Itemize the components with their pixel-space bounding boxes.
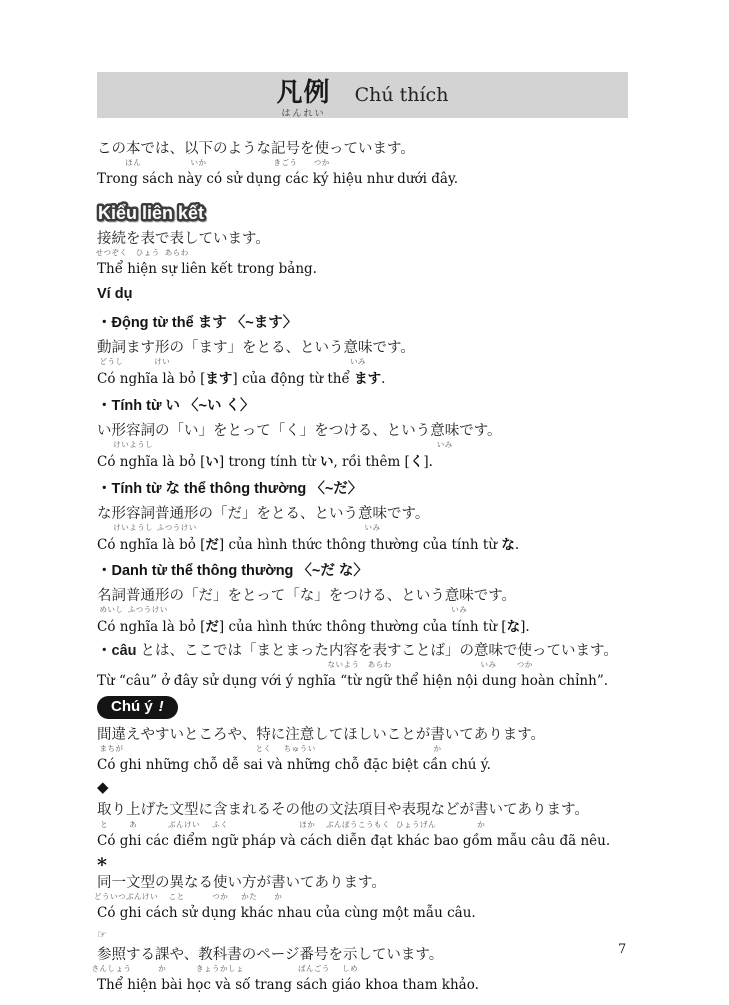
note-japanese: 参照 さんしょう する課 か や、教科書 きょうかしょ のページ番号 ばんごう を示 しめ しています。 [91,946,444,973]
note-japanese: 間違 まちが えやすいところや、特 とく に注意 ちゅうい してほしいことが書 か いてあります。 [97,726,546,753]
list-item [97,394,628,472]
item-heading: ・Tính từ な thể thông thường 〈~だ〉 [97,480,363,497]
pointing-hand-icon: ☞ [97,927,107,941]
chu-y-label: Chú ý [111,697,153,715]
item-japanese: 動詞 どうし ます形 けい の「ます」をとる、という意味 いみ です。 [97,340,415,367]
cau-japanese: ・câu とは、ここでは「まとまった内容 ないよう を表 あらわ すことば」の意味 いみ で使 つか っています。 [97,643,618,670]
page-content [91,72,628,1000]
note-japanese: 同一文型 どういつぶんけい の異 こと なる使 つか い方 かた が書 か いてあります。 [94,875,386,902]
cau-item [97,642,628,691]
note-vietnamese: Thể hiện bài học và số trang sách giáo khoa tham khảo. [97,976,479,993]
asterisk-icon: * [97,854,107,877]
item-vietnamese: Có nghĩa là bỏ [い] trong tính từ い, rồi thêm [く]. [97,454,433,471]
link-section-vietnamese: Thể hiện sự liên kết trong bảng. [97,260,317,277]
header-title-japanese [277,79,331,119]
list-item [97,477,628,555]
cau-vietnamese: Từ “câu” ở đây sử dụng với ý nghĩa “từ ngữ thể hiện nội dung hoàn chỉnh”. [97,673,609,690]
note-diamond [97,780,628,850]
diamond-icon: ◆ [97,778,109,797]
header-title-furigana: はんれい [281,109,326,119]
list-item [97,559,628,637]
bubble-title-text: Kiểu liên kết [98,202,205,223]
example-label: Ví dụ [97,286,133,303]
intro-block [97,140,628,189]
chu-y-exclamation: ! [158,697,164,715]
item-heading: ・Tính từ い 〈~い く〉 [97,398,255,415]
item-japanese: な形容詞 けいようし 普通形 ふつうけい の「だ」をとる、という意味 いみ です。 [97,505,430,532]
note-vietnamese: Có ghi cách sử dụng khác nhau của cùng một mẫu câu. [97,905,476,922]
note-vietnamese: Có ghi những chỗ dễ sai và những chỗ đặc biệt cần chú ý. [97,756,491,773]
header-title-vietnamese: Chú thích [354,84,449,106]
section-title-bubble [94,196,628,228]
bubble-title-graphic [94,196,284,228]
link-section-japanese: 接続 せつぞく を表 ひょう で表 あらわ しています。 [95,230,270,257]
list-item [97,311,628,389]
note-reference [91,927,628,995]
intro-vietnamese: Trong sách này có sử dụng các ký hiệu như dưới đây. [97,171,459,188]
note-vietnamese: Có ghi các điểm ngữ pháp và cách diễn đạt khác bao gồm mẫu câu đã nêu. [97,832,611,849]
note-asterisk [94,854,628,923]
link-section-body [97,230,628,279]
chu-y-badge [97,696,178,719]
item-vietnamese: Có nghĩa là bỏ [だ] của hình thức thông thường của tính từ [な]. [97,619,530,636]
header-title-jp: 凡例 [276,77,331,107]
page-header-bar [97,72,628,118]
note-japanese: 取 と り上 あ げた文型 ぶんけい に含 ふく まれるその他 ほか の文法項目 ぶんぽうこうもく や表現 ひょうげん などが書 か いてあります。 [97,802,589,829]
item-vietnamese: Có nghĩa là bỏ [だ] của hình thức thông thường của tính từ な. [97,536,520,553]
item-heading: ・Danh từ thể thông thường 〈~だ な〉 [97,563,368,580]
item-japanese: 名詞 めいし 普通形 ふつうけい の「だ」をとって「な」をつける、という意味 いみ です。 [97,588,517,615]
item-vietnamese: Có nghĩa là bỏ [ます] của động từ thể ます. [97,371,386,388]
item-heading: ・Động từ thể ます 〈~ます〉 [97,315,298,332]
note-chu-y [97,696,628,775]
page-number: 7 [618,942,627,957]
intro-japanese: この本 ほん では、以下 いか のような記号 きごう を使 つか っています。 [97,141,415,168]
item-japanese: い形容詞 けいようし の「い」をとって「く」をつける、という意味 いみ です。 [97,423,502,450]
